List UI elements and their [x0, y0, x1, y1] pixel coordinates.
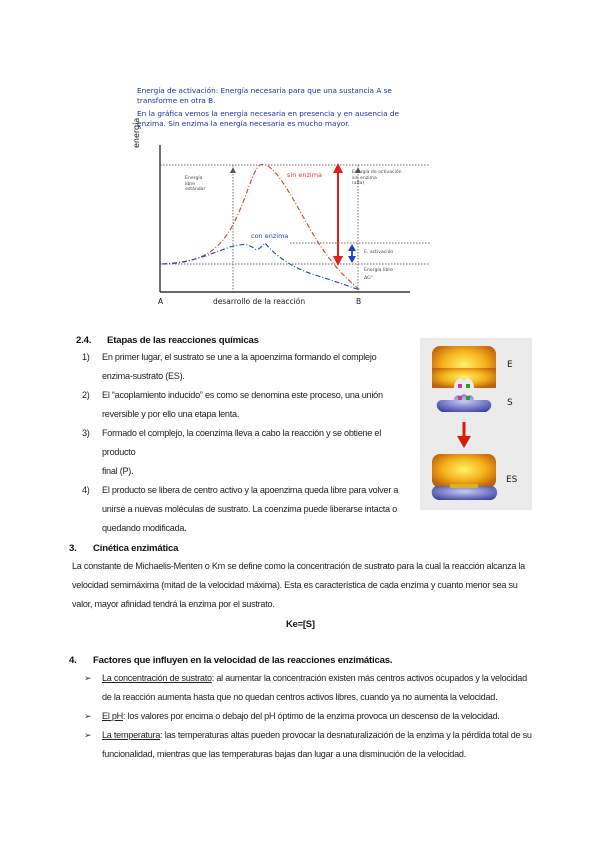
steps-list — [82, 348, 412, 538]
list-item: 4) El producto se libera de centro activo y la apoenzima queda libre para volver a unirse a nuevas moléculas de sustrato. La coenzima puede liberarse intacta o quedando modificada. — [82, 485, 399, 533]
arrow-up-head — [333, 163, 343, 173]
list-item: ➢ La temperatura: las temperaturas altas pueden provocar la desnaturalización de la enzima y la pérdida total de su funcionalidad, mientras que las temperaturas bajas dan lugar a una disminución de la velocidad. — [84, 730, 532, 759]
note-left: Energía libre estándar — [185, 176, 206, 193]
enzyme-substrate-figure — [420, 338, 532, 510]
graph-ylabel: energía — [132, 117, 141, 148]
es-complex-shape — [432, 454, 497, 500]
note-mid-right: E. activación — [364, 250, 394, 255]
intro-line-3: En la gráfica vemos la energía necesaria en presencia y en ausencia de — [137, 109, 399, 118]
list-item: 3) Formado el complejo, la coenzima lleva a cabo la reacción y se obtiene el producto final (P). — [82, 428, 381, 476]
x-end-label: B — [356, 297, 362, 306]
substrate-shape — [437, 394, 492, 412]
x-start-label: A — [158, 297, 164, 306]
curve-label-with: con enzima — [251, 232, 289, 240]
curve-label-without: sin enzima — [287, 171, 323, 179]
label-es: ES — [506, 475, 518, 485]
section-4-number: 4. — [69, 655, 77, 666]
intro-line-2: transforme en otra B. — [137, 95, 216, 105]
note-bot-right: Energía libre ΔG° — [364, 268, 393, 281]
label-s: S — [507, 398, 513, 408]
list-item: ➢ La concentración de sustrato: al aumentar la concentración existen más centros activos ocupados y la velocidad de la reacción aumenta hasta que no quedan centros activos libres, cuando ya no aumenta la velocidad. — [84, 673, 527, 702]
km-formula: Ke=[S] — [286, 618, 315, 629]
intro-line-1: Energía de activación: Energía necesaria para que una sustancia A se — [137, 86, 392, 95]
arrow-down-head — [333, 256, 343, 266]
section-3-number: 3. — [69, 543, 77, 554]
intro-text — [137, 86, 457, 128]
x-axis-label: desarrollo de la reacción — [213, 297, 306, 306]
list-item: ➢ El pH: los valores por encima o debajo del pH óptimo de la enzima provoca un descenso de la velocidad. — [84, 711, 500, 721]
factors-list — [84, 669, 544, 764]
list-item: 2) El “acoplamiento inducido” es como se denomina este proceso, una unión reversible y por ello una etapa lenta. — [82, 390, 383, 419]
section-4-title: Factores que influyen en la velocidad de las reacciones enzimáticas. — [93, 655, 393, 666]
section-24-title: Etapas de las reacciones químicas — [107, 335, 259, 346]
curve-with-enzyme — [162, 243, 360, 290]
label-e: E — [507, 360, 513, 370]
section-3-title: Cinética enzimática — [93, 543, 179, 554]
intro-line-4: enzima. Sin enzima la energía necesaria es mucho mayor. — [137, 118, 350, 128]
note-top-right: Energía de activación sin enzima (alta) — [352, 170, 402, 187]
enzyme-shape — [432, 346, 496, 388]
energy-graph — [140, 135, 440, 315]
section-3-paragraph: La constante de Michaelis-Menten o Km se define como la concentración de sustrato para la cual la reacción alcanza la velocidad semimáxima (mitad de la velocidad máxima). Esta es característica de cada enzima y cuanto menor sea su valor, mayor afinidad tendrá la enzima por el sustrato. — [72, 561, 525, 609]
section-24-number: 2.4. — [76, 335, 92, 346]
list-item: 1) En primer lugar, el sustrato se une a la apoenzima formando el complejo enzima-sustrato (ES). — [82, 352, 377, 381]
